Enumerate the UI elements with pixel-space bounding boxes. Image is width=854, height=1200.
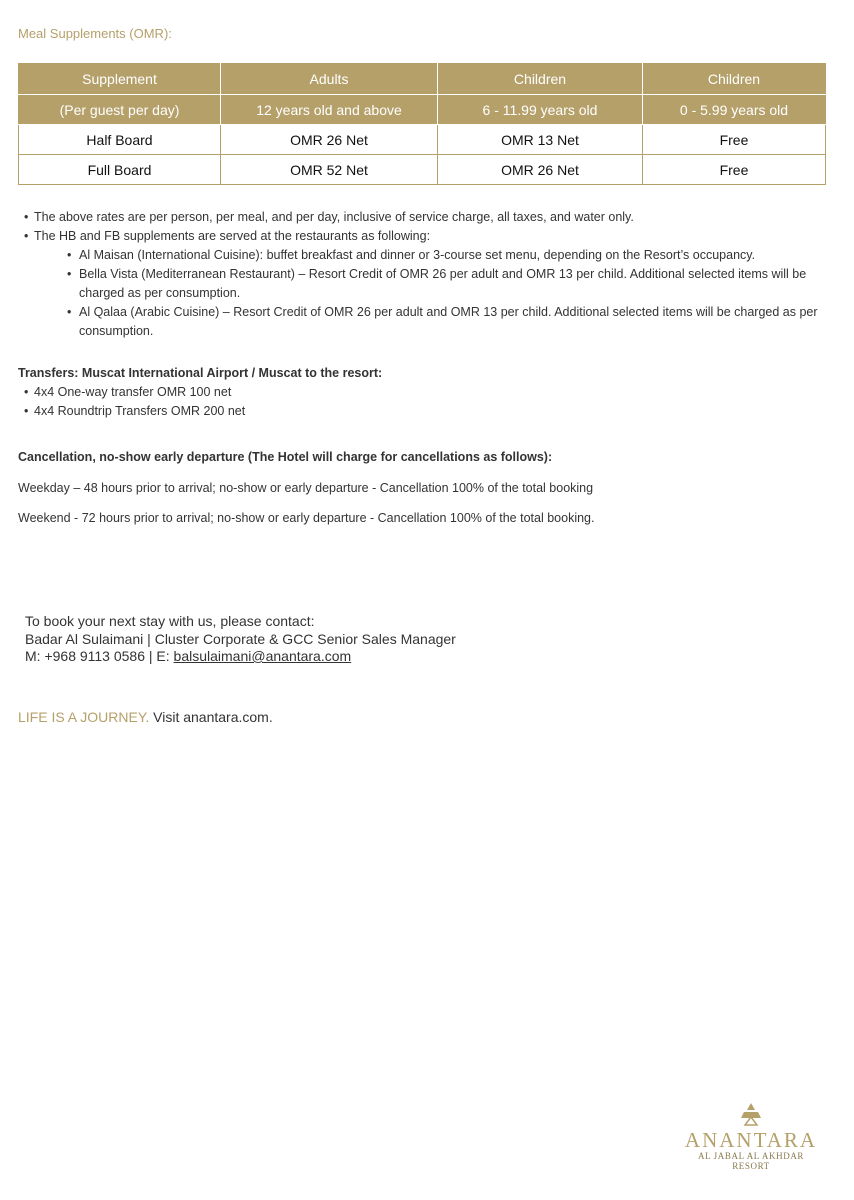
- restaurant-item: • Al Maisan (International Cuisine): buffet breakfast and dinner or 3-course set menu, depending on the Resort’s occupancy.: [79, 246, 830, 265]
- logo-line2: RESORT: [732, 1161, 770, 1171]
- header-cell: Children: [438, 64, 643, 95]
- logo-emblem-icon: [737, 1103, 765, 1127]
- tagline: [18, 709, 273, 725]
- table-cell: Free: [643, 125, 826, 155]
- header-cell: Children: [643, 64, 826, 95]
- restaurant-item: • Al Qalaa (Arabic Cuisine) – Resort Credit of OMR 26 per adult and OMR 13 per child. Additional selected items will be charged as per consumption.: [79, 303, 830, 341]
- header-cell: 0 - 5.99 years old: [643, 95, 826, 125]
- header-cell: (Per guest per day): [19, 95, 221, 125]
- header-cell: 12 years old and above: [221, 95, 438, 125]
- logo-line1: AL JABAL AL AKHDAR: [697, 1151, 805, 1161]
- tagline-highlight: LIFE IS A JOURNEY.: [18, 709, 150, 725]
- transfers-title: Transfers: Muscat International Airport / Muscat to the resort:: [18, 366, 383, 380]
- table-cell: Full Board: [19, 155, 221, 185]
- note-item: • The above rates are per person, per meal, and per day, inclusive of service charge, all taxes, and water only.: [24, 208, 830, 227]
- contact-phone: M: +968 9113 0586 | E:: [25, 648, 174, 664]
- restaurant-item: • Bella Vista (Mediterranean Restaurant) – Resort Credit of OMR 26 per adult and OMR 13 per child. Additional selected items will be charged as per consumption.: [79, 265, 830, 303]
- table-row: [19, 125, 826, 155]
- header-cell: 6 - 11.99 years old: [438, 95, 643, 125]
- transfer-item: • 4x4 Roundtrip Transfers OMR 200 net: [24, 402, 382, 421]
- table-header-row: [19, 64, 826, 95]
- logo-brand: ANANTARA: [684, 1128, 818, 1152]
- contact-details: [25, 648, 456, 666]
- contact-name: Badar Al Sulaimani | Cluster Corporate & GCC Senior Sales Manager: [25, 630, 456, 647]
- note-item: [24, 227, 830, 341]
- table-cell: OMR 26 Net: [438, 155, 643, 185]
- table-cell: Free: [643, 155, 826, 185]
- section-title: Meal Supplements (OMR):: [18, 26, 172, 41]
- table-row: [19, 155, 826, 185]
- table-header-row: [19, 95, 826, 125]
- tagline-rest: Visit anantara.com.: [149, 709, 273, 725]
- table-cell: OMR 26 Net: [221, 125, 438, 155]
- table-cell: OMR 13 Net: [438, 125, 643, 155]
- contact-intro: To book your next stay with us, please contact:: [25, 613, 315, 629]
- cancellation-weekday: Weekday – 48 hours prior to arrival; no-show or early departure - Cancellation 100% of the total booking: [18, 481, 594, 495]
- table-cell: OMR 52 Net: [221, 155, 438, 185]
- header-cell: Adults: [221, 64, 438, 95]
- meal-supplements-table: [18, 63, 826, 185]
- cancellation-title: Cancellation, no-show early departure (The Hotel will charge for cancellations as follows):: [18, 450, 553, 464]
- header-cell: Supplement: [19, 64, 221, 95]
- contact-block: [25, 613, 456, 666]
- note-text: The HB and FB supplements are served at the restaurants as following:: [34, 229, 431, 243]
- transfer-item: • 4x4 One-way transfer OMR 100 net: [24, 383, 382, 402]
- table-cell: Half Board: [19, 125, 221, 155]
- anantara-logo: [678, 1103, 824, 1171]
- cancellation-weekend: Weekend - 72 hours prior to arrival; no-show or early departure - Cancellation 100% of the total booking.: [18, 511, 595, 525]
- notes-section: [24, 208, 830, 341]
- transfers-section: [18, 364, 382, 421]
- email-link[interactable]: balsulaimani@anantara.com: [173, 648, 352, 664]
